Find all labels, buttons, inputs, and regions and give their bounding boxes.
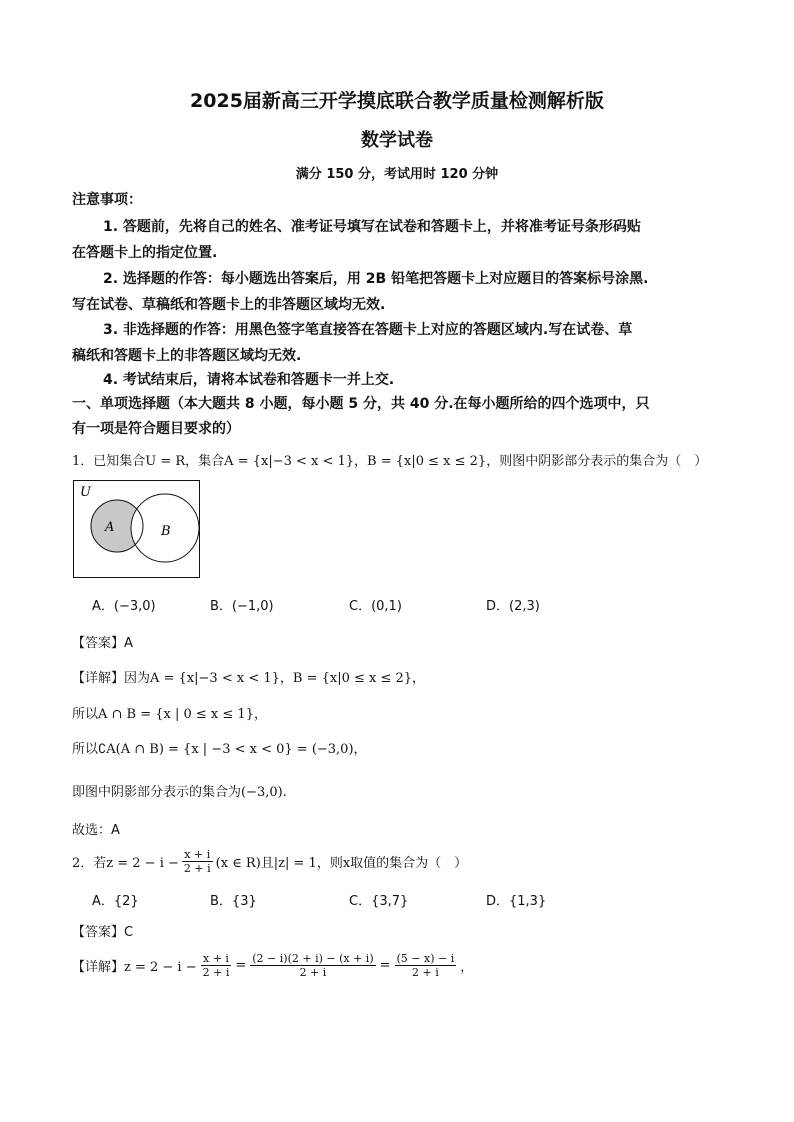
q2-detail-fraction-3-num: (5 − x) − i [396, 952, 455, 965]
q1-detail-4: 即图中阴影部分表示的集合为(−3,0). [72, 785, 287, 800]
q2-detail-fraction-1 [201, 952, 232, 979]
q2-stem-fraction [182, 848, 213, 875]
venn-label-b: B [161, 524, 171, 539]
q1-answer: 【答案】A [72, 636, 133, 651]
q2-detail-fraction-2-num: (2 − i)(2 + i) − (x + i) [252, 952, 374, 965]
page-title: 2025届新高三开学摸底联合教学质量检测解析版 [190, 90, 604, 112]
q2-stem-fraction-den: 2 + i [183, 862, 211, 875]
note-2-line2: 写在试卷、草稿纸和答题卡上的非答题区域均无效. [72, 297, 386, 313]
q2-stem [72, 848, 467, 875]
q1-option-a: A．(−3,0) [92, 599, 156, 614]
q2-option-c: C．{3,7} [349, 894, 409, 909]
venn-diagram [73, 480, 201, 579]
q1-detail-1: 【详解】因为A = {x|−3 < x < 1}，B = {x|0 ≤ x ≤ 2}， [72, 671, 426, 686]
note-2-line1: 2. 选择题的作答：每小题选出答案后，用 2B 铅笔把答题卡上对应题目的答案标号涂黑. [103, 271, 649, 287]
q2-stem-pre: 2．若z = 2 − i − [72, 856, 179, 871]
notes-heading: 注意事项： [72, 192, 142, 208]
q2-detail-fraction-1-den: 2 + i [202, 966, 230, 979]
q1-detail-3: 所以∁A(A ∩ B) = {x | −3 < x < 0} = (−3,0)， [72, 742, 367, 757]
q2-stem-post: (x ∈ R)且|z| = 1，则x取值的集合为（ ） [215, 856, 468, 871]
q1-conclusion: 故选：A [72, 823, 120, 838]
q2-detail-fraction-3-den: 2 + i [412, 966, 439, 979]
venn-label-a: A [105, 520, 115, 535]
q2-option-a: A．{2} [92, 894, 139, 909]
q2-detail-fraction-2-den: 2 + i [299, 966, 327, 979]
q2-detail-pre: 【详解】z = 2 − i − [72, 960, 197, 975]
venn-label-u: U [80, 485, 91, 500]
q2-detail-end: ， [460, 960, 474, 975]
q2-option-b: B．{3} [210, 894, 257, 909]
note-3-line1: 3. 非选择题的作答：用黑色签字笔直接答在答题卡上对应的答题区域内.写在试卷、草 [103, 322, 633, 338]
note-3-line2: 稿纸和答题卡上的非答题区域均无效. [72, 348, 302, 364]
q2-answer: 【答案】C [72, 925, 134, 940]
q2-detail-fraction-2 [250, 952, 375, 979]
note-4: 4. 考试结束后，请将本试卷和答题卡一并上交. [103, 372, 395, 388]
q2-detail-eq-2: = [379, 958, 391, 973]
q2-detail [72, 952, 473, 979]
q1-option-b: B．(−1,0) [210, 599, 274, 614]
note-1-line2: 在答题卡上的指定位置. [72, 245, 218, 261]
exam-info: 满分 150 分，考试用时 120 分钟 [295, 167, 499, 182]
section-heading-line1: 一、单项选择题（本大题共 8 小题，每小题 5 分，共 40 分.在每小题所给的四个选项中，只 [72, 396, 650, 412]
q2-stem-fraction-num: x + i [182, 848, 213, 862]
q1-option-c: C．(0,1) [349, 599, 402, 614]
section-heading-line2: 有一项是符合题目要求的） [72, 421, 240, 437]
q2-detail-eq-1: = [235, 958, 247, 973]
q2-detail-fraction-1-num: x + i [201, 952, 232, 966]
note-1-line1: 1. 答题前，先将自己的姓名、准考证号填写在试卷和答题卡上，并将准考证号条形码贴 [103, 219, 641, 235]
q2-option-d: D．{1,3} [486, 894, 547, 909]
q1-detail-2: 所以A ∩ B = {x | 0 ≤ x ≤ 1}， [72, 707, 267, 722]
q2-detail-fraction-3 [395, 952, 457, 979]
q1-option-d: D．(2,3) [486, 599, 540, 614]
subject-title: 数学试卷 [361, 130, 433, 151]
q1-stem: 1．已知集合U = R，集合A = {x|−3 < x < 1}，B = {x|0 ≤ x ≤ 2}，则图中阴影部分表示的集合为（ ） [72, 454, 708, 469]
